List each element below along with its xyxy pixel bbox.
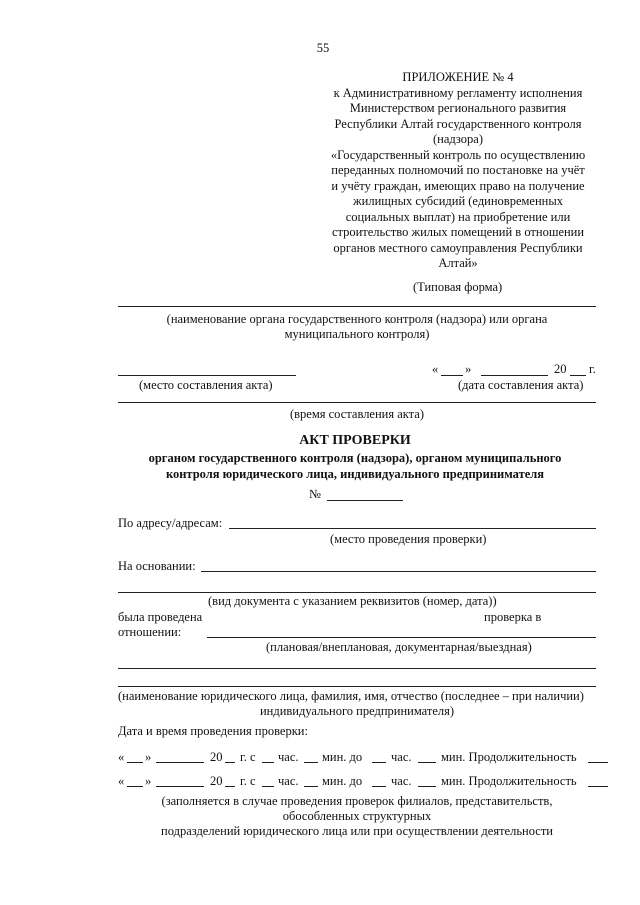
- row-hour: час.: [278, 774, 299, 788]
- hour-line: [262, 762, 274, 763]
- row-min: мин. Продолжительность: [441, 750, 577, 764]
- appendix-line: Алтай»: [438, 256, 478, 270]
- row-g-s: г. с: [240, 774, 256, 788]
- min-line: [304, 762, 318, 763]
- row-min-do: мин. до: [322, 750, 363, 764]
- caption-time: (время составления акта): [289, 407, 425, 421]
- act-subtitle: органом государственного контроля (надзора), органом муниципального: [148, 451, 562, 465]
- caption-entity: (наименование юридического лица, фамилия, имя, отчество (последнее – при наличии): [118, 689, 584, 703]
- basis-line: [201, 571, 596, 572]
- form-type: (Типовая форма): [413, 280, 503, 294]
- min-line: [304, 786, 318, 787]
- date-year-line: [570, 375, 586, 376]
- caption-address: (место проведения проверки): [330, 532, 487, 546]
- row-year: 20: [210, 774, 223, 788]
- date-day-line: [441, 375, 463, 376]
- appendix-block: [318, 70, 598, 272]
- caption-type: (плановая/внеплановая, документарная/выездная): [266, 640, 532, 654]
- min-line: [418, 762, 436, 763]
- page-number: 55: [316, 41, 330, 55]
- act-title: АКТ ПРОВЕРКИ: [299, 433, 411, 448]
- date-month-line: [481, 375, 548, 376]
- address-label: По адресу/адресам:: [118, 516, 223, 530]
- note-line: (заполняется в случае проведения проверок филиалов, представительств,: [161, 794, 553, 808]
- appendix-line: «Государственный контроль по осуществлению: [330, 147, 586, 162]
- inspection-in: проверка в: [484, 610, 542, 624]
- appendix-line: Министерством регионального развития: [349, 101, 567, 115]
- date-quote-close: »: [465, 362, 472, 376]
- day-line: [127, 762, 143, 763]
- date-year-suffix: г.: [589, 362, 596, 376]
- row-quote-close: »: [145, 750, 152, 764]
- year-line: [225, 786, 235, 787]
- appendix-title: ПРИЛОЖЕНИЕ № 4: [402, 70, 514, 84]
- date-year: 20: [554, 362, 567, 376]
- act-subtitle: контроля юридического лица, индивидуального предпринимателя: [165, 467, 545, 481]
- row-hour: час.: [391, 774, 412, 788]
- caption-organ: муниципального контроля): [284, 327, 430, 341]
- row-quote-open: «: [118, 750, 125, 764]
- caption-date: (дата составления акта): [458, 378, 584, 392]
- row-min: мин. Продолжительность: [441, 774, 577, 788]
- caption-basis: (вид документа с указанием реквизитов (номер, дата)): [208, 594, 497, 608]
- month-line: [156, 762, 204, 763]
- number-sign: №: [309, 487, 321, 501]
- min-line: [418, 786, 436, 787]
- row-g-s: г. с: [240, 750, 256, 764]
- regarding-label: отношении:: [118, 625, 182, 639]
- entity-line-2: [118, 686, 596, 687]
- appendix-line: Республики Алтай государственного контроля: [334, 116, 582, 131]
- basis-line-2: [118, 592, 596, 593]
- appendix-line: органов местного самоуправления Республики: [333, 240, 583, 255]
- day-line: [127, 786, 143, 787]
- appendix-line: к Административному регламенту исполнения: [333, 85, 583, 100]
- entity-line: [118, 668, 596, 669]
- hour-line: [262, 786, 274, 787]
- address-line: [229, 528, 596, 529]
- caption-organ: (наименование органа государственного контроля (надзора) или органа: [166, 312, 548, 326]
- note-line: подразделений юридического лица или при осуществлении деятельности: [161, 824, 553, 838]
- appendix-line: строительство жилых помещений в отношении: [331, 225, 585, 239]
- row-hour: час.: [391, 750, 412, 764]
- appendix-line: и учёту граждан, имеющих право на получение: [331, 178, 585, 193]
- datetime-label: Дата и время проведения проверки:: [118, 724, 308, 738]
- hour-line: [372, 762, 386, 763]
- inspection-type-line: [207, 637, 596, 638]
- caption-entity: индивидуального предпринимателя): [259, 704, 455, 718]
- appendix-line: жилищных субсидий (единовременных: [353, 194, 563, 208]
- row-quote-open: «: [118, 774, 125, 788]
- appendix-line: (надзора): [433, 132, 483, 146]
- month-line: [156, 786, 204, 787]
- organ-name-line: [118, 306, 596, 307]
- number-line: [327, 500, 403, 501]
- time-line: [118, 402, 596, 403]
- duration-line: [588, 762, 608, 763]
- basis-label: На основании:: [118, 559, 196, 573]
- year-line: [225, 762, 235, 763]
- row-quote-close: »: [145, 774, 152, 788]
- row-min-do: мин. до: [322, 774, 363, 788]
- duration-line: [588, 786, 608, 787]
- appendix-line: переданных полномочий по постановке на учёт: [331, 163, 585, 177]
- note-line: обособленных структурных: [282, 809, 432, 823]
- date-quote-open: «: [432, 362, 439, 376]
- row-hour: час.: [278, 750, 299, 764]
- place-line: [118, 375, 296, 376]
- hour-line: [372, 786, 386, 787]
- row-year: 20: [210, 750, 223, 764]
- conducted-label: была проведена: [118, 610, 203, 624]
- appendix-line: социальных выплат) на приобретение или: [345, 209, 571, 224]
- caption-place: (место составления акта): [139, 378, 273, 392]
